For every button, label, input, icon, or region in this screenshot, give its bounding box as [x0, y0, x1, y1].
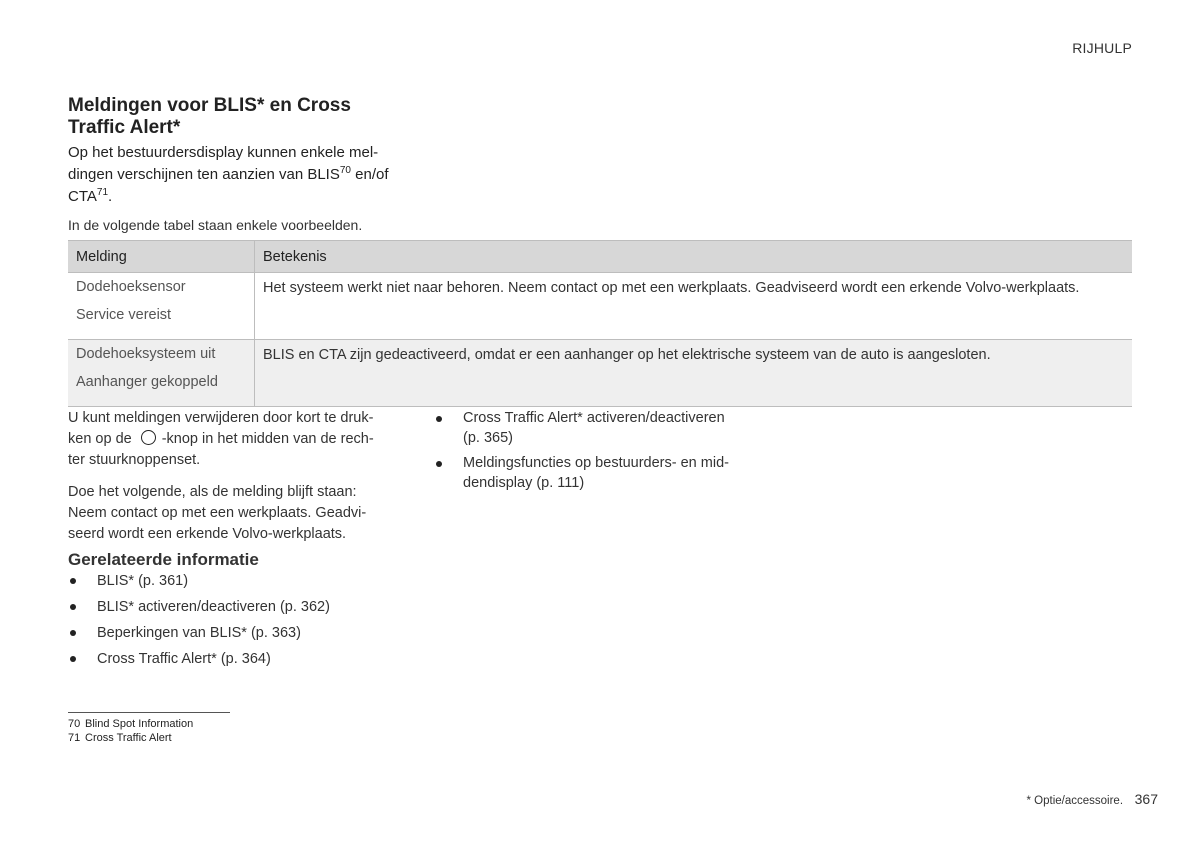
- table-row: [68, 340, 1132, 407]
- footnote-ref-71[interactable]: 71: [96, 187, 109, 198]
- page-title: [68, 95, 388, 139]
- related-link[interactable]: Cross Traffic Alert* (p. 364): [68, 648, 398, 670]
- round-button-icon: [141, 430, 156, 445]
- meaning-cell: Het systeem werkt niet naar behoren. Neem contact op met een werkplaats. Geadviseerd wordt een erkende Volvo-werkplaats.: [255, 273, 1133, 340]
- title-line-1: Meldingen voor BLIS* en Cross: [68, 95, 351, 116]
- footnote-number: 70: [68, 718, 81, 730]
- intro-line-3: CTA: [68, 188, 97, 205]
- intro-paragraph: [68, 142, 413, 208]
- meaning-cell: BLIS en CTA zijn gedeactiveerd, omdat er een aanhanger op het elektrische systeem van de auto is aangesloten.: [255, 340, 1133, 407]
- page-footer: [1027, 791, 1159, 807]
- related-link[interactable]: [434, 453, 754, 493]
- message-line: Aanhanger gekoppeld: [76, 374, 218, 390]
- footnotes: [68, 717, 193, 745]
- title-line-2: Traffic Alert*: [68, 117, 181, 138]
- related-link[interactable]: BLIS* (p. 361): [68, 570, 398, 592]
- footnote-text: Cross Traffic Alert: [85, 732, 172, 744]
- related-info-heading: Gerelateerde informatie: [68, 550, 259, 569]
- related-link[interactable]: BLIS* activeren/deactiveren (p. 362): [68, 596, 398, 618]
- table-row: [68, 273, 1132, 340]
- footnote-text: Blind Spot Information: [85, 718, 194, 730]
- text-line: Neem contact op met een werkplaats. Geadvi-: [68, 505, 367, 521]
- messages-table: [68, 240, 1132, 407]
- text-line: -knop in het midden van de rech-: [161, 431, 374, 447]
- link-text[interactable]: Cross Traffic Alert* activeren/deactiveren: [463, 410, 725, 426]
- table-header-row: [68, 241, 1132, 273]
- link-text[interactable]: (p. 365): [463, 430, 513, 446]
- related-links-list-col2: [434, 408, 754, 498]
- message-cell: [68, 273, 255, 340]
- text-line: Doe het volgende, als de melding blijft staan:: [68, 484, 357, 500]
- related-link[interactable]: [434, 408, 754, 448]
- message-line: Dodehoeksysteem uit: [76, 346, 216, 362]
- message-line: Service vereist: [76, 307, 172, 323]
- table-caption: In de volgende tabel staan enkele voorbeelden.: [68, 217, 363, 233]
- related-links-list: [68, 570, 398, 674]
- section-label: RIJHULP: [1072, 40, 1132, 56]
- link-text[interactable]: dendisplay (p. 111): [463, 475, 585, 491]
- message-cell: [68, 340, 255, 407]
- link-text[interactable]: Meldingsfuncties op bestuurders- en mid-: [463, 455, 729, 471]
- instruction-paragraph: [68, 408, 398, 471]
- footnote: [68, 731, 193, 745]
- optional-accessory-note: * Optie/accessoire.: [1026, 795, 1124, 807]
- intro-line-1: Op het bestuurdersdisplay kunnen enkele mel-: [68, 144, 379, 161]
- column-header-betekenis: Betekenis: [255, 241, 1133, 273]
- text-line: ter stuurknoppenset.: [68, 452, 201, 468]
- related-link[interactable]: Beperkingen van BLIS* (p. 363): [68, 622, 398, 644]
- footnote: [68, 717, 193, 731]
- text-line: seerd wordt een erkende Volvo-werkplaats.: [68, 526, 347, 542]
- advice-paragraph: [68, 482, 398, 545]
- intro-line-2: dingen verschijnen ten aanzien van BLIS: [68, 166, 340, 183]
- message-line: Dodehoeksensor: [76, 279, 186, 295]
- intro-period: .: [108, 188, 113, 205]
- footnote-divider: [68, 712, 230, 713]
- text-line: ken op de: [68, 431, 132, 447]
- body-text: [68, 408, 398, 556]
- intro-line-2-end: en/of: [350, 166, 389, 183]
- footnote-ref-70[interactable]: 70: [339, 165, 351, 176]
- page-number: 367: [1134, 791, 1158, 807]
- footnote-number: 71: [68, 732, 81, 744]
- column-header-melding: Melding: [68, 241, 255, 273]
- text-line: U kunt meldingen verwijderen door kort te druk-: [68, 410, 374, 426]
